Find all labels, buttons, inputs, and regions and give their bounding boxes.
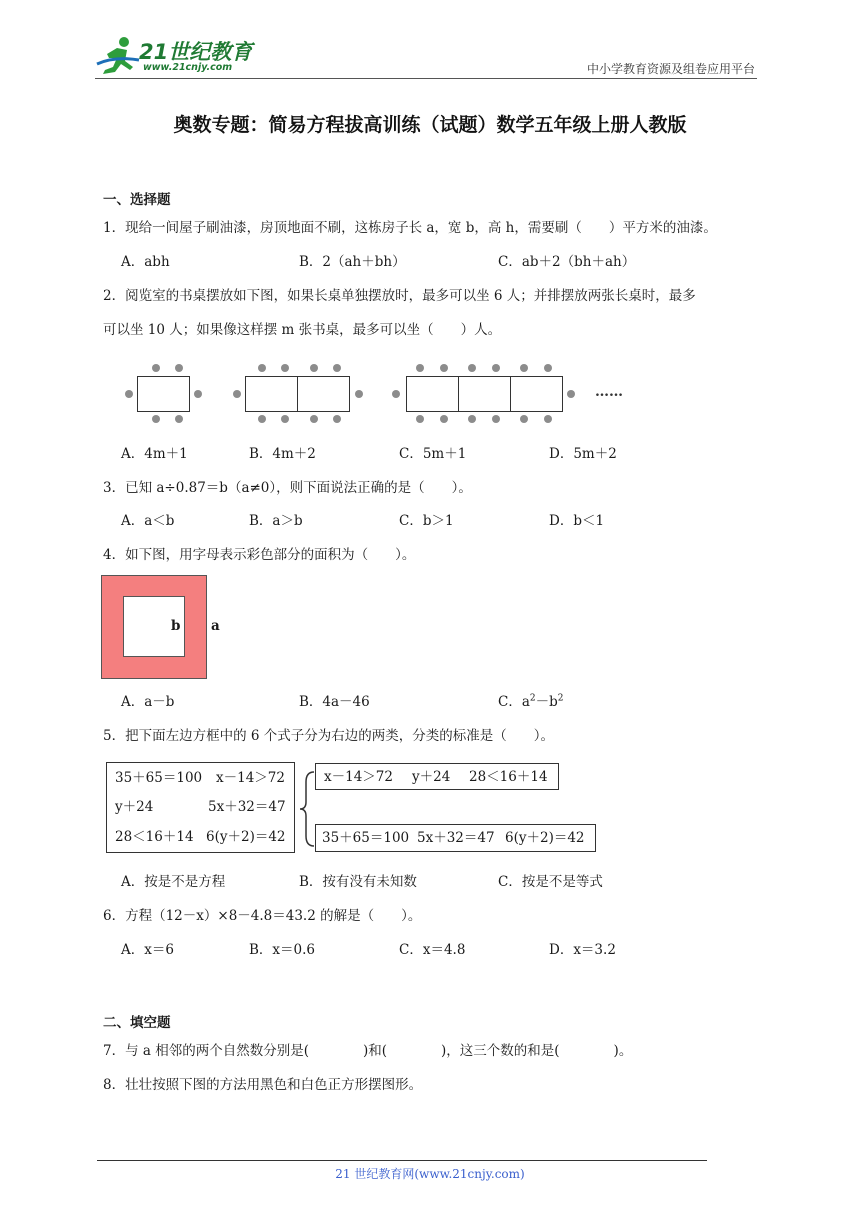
desk bbox=[297, 376, 350, 412]
question-2-line-2: 可以坐 10 人；如果像这样摆 m 张书桌，最多可以坐（ ）人。 bbox=[103, 322, 502, 338]
desk bbox=[245, 376, 298, 412]
seat bbox=[468, 364, 476, 372]
expression: 6(y＋2)＝42 bbox=[206, 829, 286, 845]
q5-option-a: A．按是不是方程 bbox=[121, 874, 226, 890]
expression: 6(y＋2)＝42 bbox=[505, 830, 585, 846]
expression: y＋24 bbox=[412, 769, 451, 785]
seat bbox=[194, 390, 202, 398]
page-title: 奥数专题：简易方程拔高训练（试题）数学五年级上册人教版 bbox=[173, 114, 687, 136]
q6-option-b: B．x＝0.6 bbox=[249, 942, 316, 958]
seat bbox=[544, 415, 552, 423]
desk bbox=[510, 376, 563, 412]
footer-rule bbox=[97, 1160, 707, 1161]
q2-option-d: D．5m＋2 bbox=[549, 446, 617, 462]
q4-option-b: B．4a－46 bbox=[299, 694, 370, 710]
logo bbox=[95, 34, 265, 78]
question-2-line-1: 2．阅览室的书桌摆放如下图，如果长桌单独摆放时，最多可以坐 6 人；并排摆放两张长桌时，最多 bbox=[103, 288, 696, 304]
q2-option-c: C．5m＋1 bbox=[399, 446, 467, 462]
seat bbox=[416, 415, 424, 423]
seat bbox=[175, 415, 183, 423]
desk bbox=[137, 376, 190, 412]
expression: 28＜16＋14 bbox=[115, 829, 194, 845]
question-7: 7．与 a 相邻的两个自然数分别是( )和( )，这三个数的和是( )。 bbox=[103, 1043, 633, 1059]
seat bbox=[544, 364, 552, 372]
runner-icon bbox=[95, 34, 141, 78]
seat bbox=[281, 364, 289, 372]
expression: 35＋65＝100 bbox=[322, 830, 410, 846]
question-3: 3．已知 a÷0.87＝b（a≠0），则下面说法正确的是（ ）。 bbox=[103, 480, 472, 496]
header-rule bbox=[95, 78, 757, 79]
q3-option-a: A．a＜b bbox=[121, 513, 175, 529]
q3-option-c: C．b＞1 bbox=[399, 513, 454, 529]
question-1: 1．现给一间屋子刷油漆，房顶地面不刷，这栋房子长 a，宽 b，高 h，需要刷（ ）平方米的油漆。 bbox=[103, 220, 717, 236]
q5-option-c: C．按是不是等式 bbox=[498, 874, 603, 890]
seat bbox=[440, 364, 448, 372]
seat bbox=[233, 390, 241, 398]
seat bbox=[125, 390, 133, 398]
q2-option-b: B．4m＋2 bbox=[249, 446, 316, 462]
q6-option-c: C．x＝4.8 bbox=[399, 942, 466, 958]
section-heading: 二、填空题 bbox=[103, 1015, 171, 1031]
seat bbox=[333, 415, 341, 423]
q6-option-a: A．x＝6 bbox=[121, 942, 174, 958]
desk bbox=[406, 376, 459, 412]
question-5: 5．把下面左边方框中的 6 个式子分为右边的两类，分类的标准是（ ）。 bbox=[103, 728, 555, 744]
section-heading: 一、选择题 bbox=[103, 192, 171, 208]
seat bbox=[355, 390, 363, 398]
q3-option-d: D．b＜1 bbox=[549, 513, 605, 529]
q1-option-b: B．2（ah＋bh） bbox=[299, 254, 406, 270]
q3-option-b: B．a＞b bbox=[249, 513, 303, 529]
seat bbox=[333, 364, 341, 372]
q4-option-a: A．a－b bbox=[121, 694, 175, 710]
expression: x－14＞72 bbox=[216, 770, 285, 786]
header bbox=[0, 0, 860, 90]
expression: y＋24 bbox=[115, 799, 154, 815]
seat bbox=[468, 415, 476, 423]
seat bbox=[310, 415, 318, 423]
seat bbox=[258, 415, 266, 423]
seat bbox=[492, 415, 500, 423]
seat bbox=[440, 415, 448, 423]
seat bbox=[520, 364, 528, 372]
question-6: 6．方程（12－x）×8－4.8＝43.2 的解是（ ）。 bbox=[103, 908, 422, 924]
logo-url: www.21cnjy.com bbox=[143, 62, 233, 73]
desk bbox=[458, 376, 511, 412]
desk-figure bbox=[120, 362, 650, 422]
expression: 5x＋32＝47 bbox=[417, 830, 495, 846]
seat bbox=[175, 364, 183, 372]
expression: x－14＞72 bbox=[324, 769, 393, 785]
q4-option-c: C．$a^2-b^2$ bbox=[498, 693, 564, 710]
seat bbox=[152, 415, 160, 423]
q6-option-d: D．x＝3.2 bbox=[549, 942, 616, 958]
seat bbox=[520, 415, 528, 423]
seat bbox=[392, 390, 400, 398]
logo-text: 21世纪教育 bbox=[139, 40, 253, 64]
label-b: b bbox=[171, 618, 181, 634]
q2-option-a: A．4m＋1 bbox=[121, 446, 188, 462]
question-8: 8．壮壮按照下图的方法用黑色和白色正方形摆图形。 bbox=[103, 1077, 423, 1093]
label-a: a bbox=[211, 618, 220, 634]
seat bbox=[281, 415, 289, 423]
seat bbox=[492, 364, 500, 372]
q1-option-a: A．abh bbox=[121, 254, 170, 270]
platform-name: 中小学教育资源及组卷应用平台 bbox=[586, 62, 755, 76]
seat bbox=[310, 364, 318, 372]
footer-text: 21 世纪教育网(www.21cnjy.com) bbox=[335, 1167, 525, 1181]
seat bbox=[152, 364, 160, 372]
q5-option-b: B．按有没有未知数 bbox=[299, 874, 417, 890]
ellipsis: …… bbox=[595, 384, 623, 400]
q1-option-c: C．ab＋2（bh＋ah） bbox=[498, 254, 636, 270]
seat bbox=[567, 390, 575, 398]
seat bbox=[416, 364, 424, 372]
seat bbox=[258, 364, 266, 372]
expression: 5x＋32＝47 bbox=[208, 799, 286, 815]
question-4: 4．如下图，用字母表示彩色部分的面积为（ ）。 bbox=[103, 547, 416, 563]
expression: 35＋65＝100 bbox=[115, 770, 203, 786]
expression: 28＜16＋14 bbox=[469, 769, 548, 785]
